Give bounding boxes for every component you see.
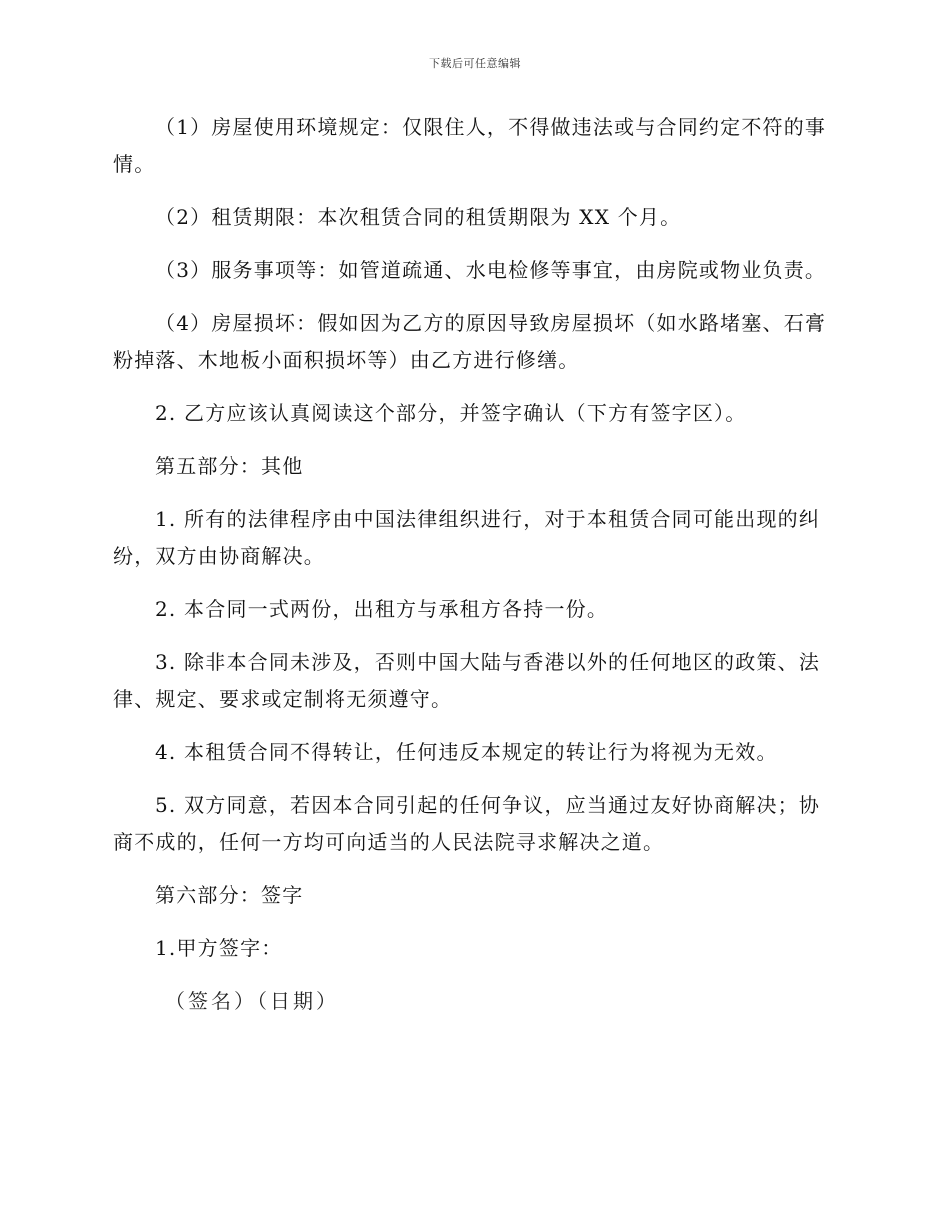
clause-house-use-environment: （1）房屋使用环境规定：仅限住人，不得做违法或与合同约定不符的事情。: [113, 115, 827, 176]
page-header: 下载后可任意编辑: [429, 57, 521, 70]
clause-legal-procedure: 1. 所有的法律程序由中国法律组织进行，对于本租赁合同可能出现的纠纷，双方由协商解决。: [113, 507, 821, 568]
clause-service-matters: （3）服务事项等：如管道疏通、水电检修等事宜，由房院或物业负责。: [155, 258, 827, 282]
signature-date-line: （签名）（日期）: [165, 989, 339, 1013]
clause-dispute-resolution: 5. 双方同意，若因本合同引起的任何争议，应当通过友好协商解决；协商不成的，任何一方均可向适当的人民法院寻求解决之道。: [113, 793, 821, 854]
clause-jurisdiction: 3. 除非本合同未涉及，否则中国大陆与香港以外的任何地区的政策、法律、规定、要求或定制将无须遵守。: [113, 650, 821, 711]
document-body: [113, 109, 829, 1036]
clause-tenant-read-confirm: 2. 乙方应该认真阅读这个部分，并签字确认（下方有签字区）。: [155, 401, 747, 425]
section-heading-other: 第五部分：其他: [155, 454, 304, 478]
clause-copies: 2. 本合同一式两份，出租方与承租方各持一份。: [155, 597, 609, 621]
party-a-signature-label: 1.甲方签字：: [155, 936, 283, 960]
clause-no-transfer: 4. 本租赁合同不得转让，任何违反本规定的转让行为将视为无效。: [155, 740, 778, 764]
clause-lease-term: （2）租赁期限：本次租赁合同的租赁期限为 XX 个月。: [155, 205, 682, 229]
clause-house-damage: （4）房屋损坏：假如因为乙方的原因导致房屋损坏（如水路堵塞、石膏粉掉落、木地板小面积损坏等）由乙方进行修缮。: [113, 311, 827, 372]
section-heading-signature: 第六部分：签字: [155, 883, 304, 907]
